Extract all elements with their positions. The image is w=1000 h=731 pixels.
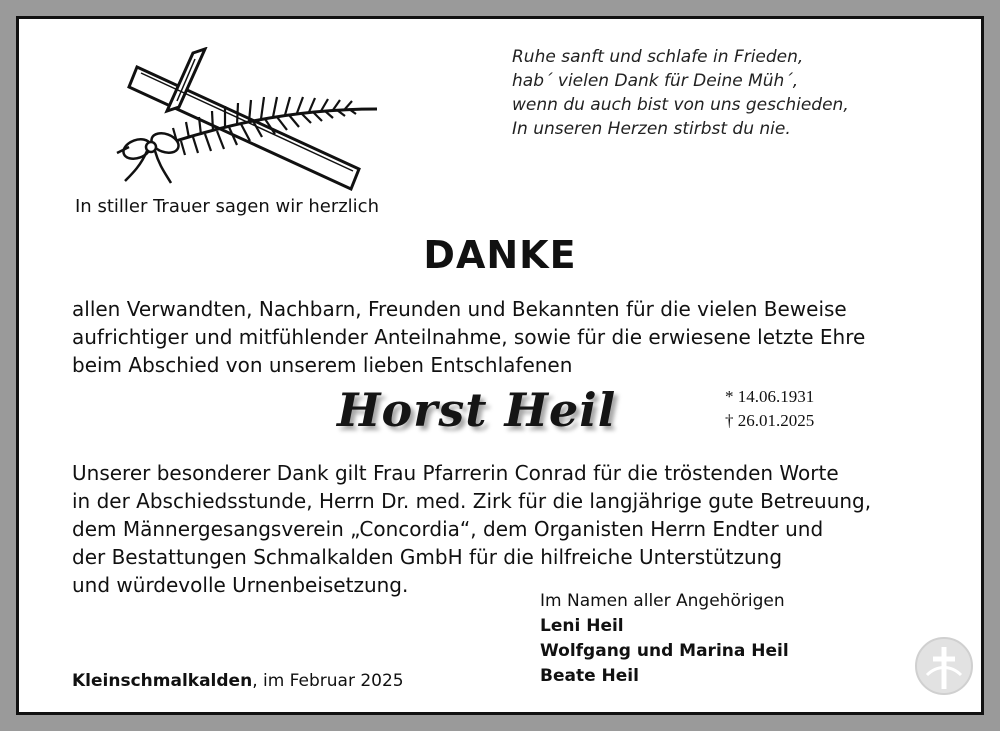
thanks-paragraph — [72, 295, 865, 379]
paragraph-line: allen Verwandten, Nachbarn, Freunden und Bekannten für die vielen Beweise — [72, 297, 847, 321]
signoff — [540, 589, 789, 689]
signoff-intro: Im Namen aller Angehörigen — [540, 591, 785, 611]
poem-line: In unseren Herzen stirbst du nie. — [512, 119, 791, 139]
special-thanks-paragraph — [72, 459, 871, 599]
paragraph-line: beim Abschied von unserem lieben Entschlafenen — [72, 353, 573, 377]
intro-text: In stiller Trauer sagen wir herzlich — [75, 196, 379, 217]
town: Kleinschmalkalden — [72, 671, 253, 691]
poem — [512, 45, 849, 141]
paragraph-line: Unserer besonderer Dank gilt Frau Pfarrerin Conrad für die tröstenden Worte — [72, 461, 839, 485]
memorial-watermark-icon — [913, 635, 975, 701]
life-dates — [725, 385, 814, 433]
signoff-name: Beate Heil — [540, 666, 639, 686]
date: , im Februar 2025 — [252, 671, 404, 691]
signoff-name: Leni Heil — [540, 616, 624, 636]
poem-line: wenn du auch bist von uns geschieden, — [512, 95, 849, 115]
heading-danke: DANKE — [423, 233, 577, 277]
birth-date: * 14.06.1931 — [725, 387, 815, 406]
death-date: † 26.01.2025 — [725, 411, 815, 430]
deceased-name: Horst Heil — [337, 383, 617, 437]
poem-line: Ruhe sanft und schlafe in Frieden, — [512, 47, 804, 67]
cross-palm-icon — [97, 47, 387, 201]
signoff-name: Wolfgang und Marina Heil — [540, 641, 789, 661]
poem-line: hab´ vielen Dank für Deine Müh´, — [512, 71, 799, 91]
paragraph-line: dem Männergesangsverein „Concordia“, dem Organisten Herrn Endter und — [72, 517, 824, 541]
paragraph-line: der Bestattungen Schmalkalden GmbH für die hilfreiche Unterstützung — [72, 545, 783, 569]
obituary-card — [16, 16, 984, 715]
place-date — [72, 671, 404, 691]
paragraph-line: aufrichtiger und mitfühlender Anteilnahme, sowie für die erwiesene letzte Ehre — [72, 325, 866, 349]
paragraph-line: und würdevolle Urnenbeisetzung. — [72, 573, 409, 597]
paragraph-line: in der Abschiedsstunde, Herrn Dr. med. Zirk für die langjährige gute Betreuung, — [72, 489, 872, 513]
